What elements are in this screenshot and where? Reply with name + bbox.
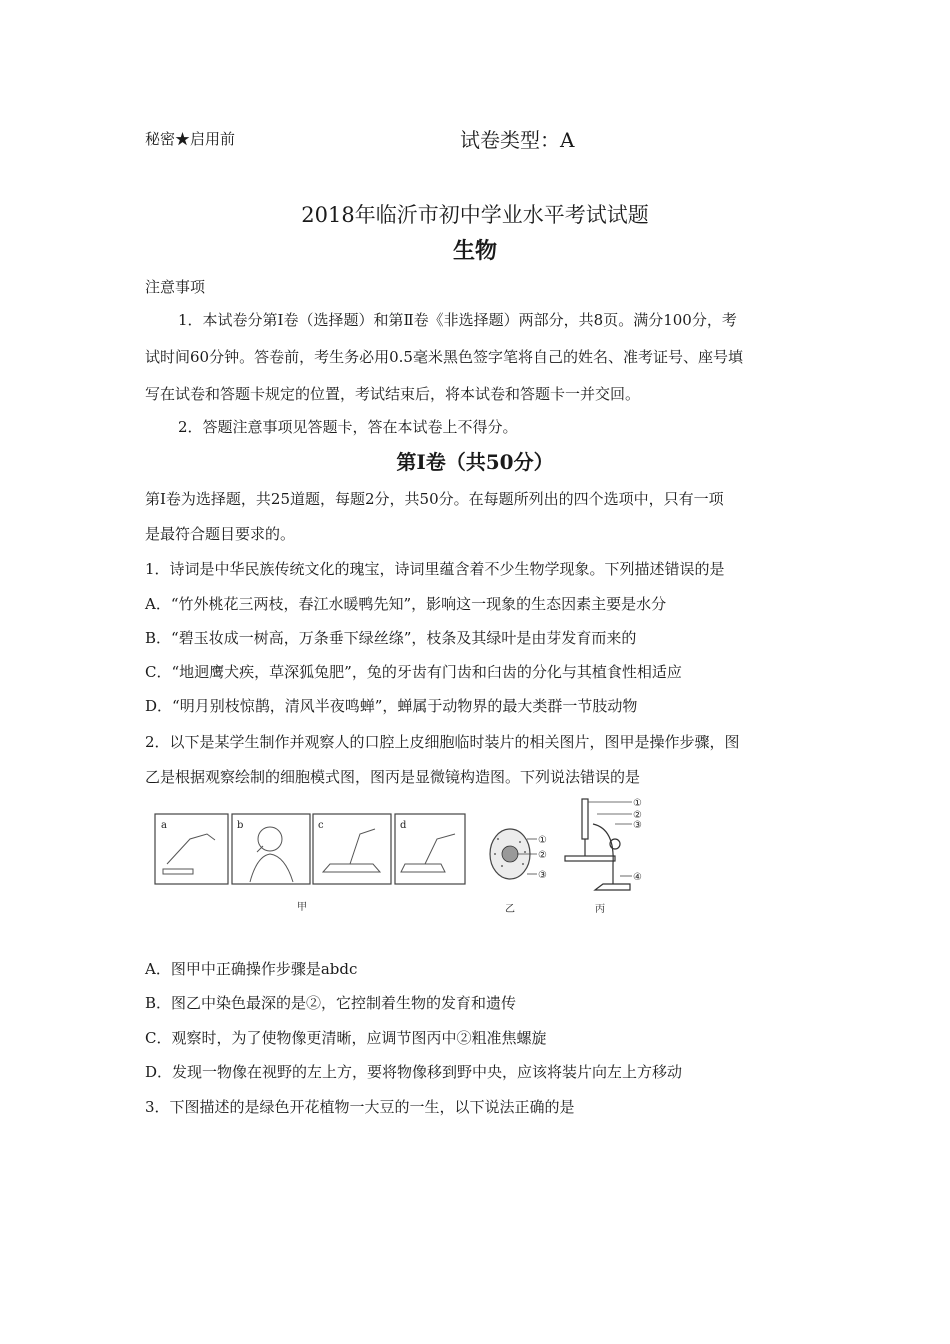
q1-option-c: C．“地迥鹰犬疾，草深狐兔肥”，兔的牙齿有门齿和臼齿的分化与其植食性相适应 (145, 663, 682, 681)
q2-option-a: A．图甲中正确操作步骤是abdc (145, 960, 358, 978)
panel-c-drawing (323, 829, 380, 872)
panel-d-drawing (401, 834, 455, 872)
scope-mark-2: ② (633, 810, 642, 821)
caption-bing: 丙 (595, 904, 605, 915)
section-intro-line2: 是最符合题目要求的。 (145, 525, 296, 543)
q1-option-a: A．“竹外桃花三两枝，春江水暖鸭先知”，影响这一现象的生态因素主要是水分 (145, 595, 667, 613)
paper-type: 试卷类型：A (460, 128, 575, 152)
panel-a-drawing (163, 834, 215, 874)
notes-item1-line3: 写在试卷和答题卡规定的位置，考试结束后，将本试卷和答题卡一并交回。 (145, 385, 641, 403)
notes-item1-line1: 1．本试卷分第Ⅰ卷（选择题）和第Ⅱ卷《非选择题）两部分，共8页。满分100分，考 (178, 311, 737, 329)
q2-option-b: B．图乙中染色最深的是②，它控制着生物的发育和遗传 (145, 994, 517, 1012)
panel-a-label: a (161, 820, 167, 831)
q2-stem-line1: 2．以下是某学生制作并观察人的口腔上皮细胞临时装片的相关图片，图甲是操作步骤，图 (145, 733, 740, 751)
notes-item2: 2．答题注意事项见答题卡，答在本试卷上不得分。 (178, 418, 518, 436)
scope-mark-3: ③ (633, 820, 642, 831)
section-title: 第Ⅰ卷（共50分） (396, 450, 554, 474)
exam-subject: 生物 (452, 238, 497, 264)
scope-mark-1: ① (633, 798, 642, 809)
panel-b-drawing (250, 827, 293, 882)
cell-diagram (490, 829, 537, 879)
q2-figure (145, 794, 665, 924)
q1-option-b: B．“碧玉妆成一树高，万条垂下绿丝绦”，枝条及其绿叶是由芽发育而来的 (145, 629, 637, 647)
cell-mark-1: ① (538, 835, 547, 846)
q2-option-c: C．观察时，为了使物像更清晰，应调节图丙中②粗准焦螺旋 (145, 1029, 547, 1047)
caption-yi: 乙 (505, 904, 515, 915)
cell-mark-3: ③ (538, 870, 547, 881)
exam-title: 2018年临沂市初中学业水平考试试题 (301, 203, 649, 227)
cell-mark-2: ② (538, 850, 547, 861)
q2-stem-line2: 乙是根据观察绘制的细胞模式图，图丙是显微镜构造图。下列说法错误的是 (145, 768, 641, 786)
q3-stem: 3．下图描述的是绿色开花植物一大豆的一生，以下说法正确的是 (145, 1098, 575, 1116)
section-intro-line1: 第Ⅰ卷为选择题，共25道题，每题2分，共50分。在每题所列出的四个选项中，只有一项 (145, 490, 724, 508)
panel-c-frame (313, 814, 391, 884)
notes-item1-line2: 试时间60分钟。答卷前，考生务必用0.5毫米黑色签字笔将自己的姓名、准考证号、座号填 (145, 348, 743, 366)
q1-stem: 1．诗词是中华民族传统文化的瑰宝，诗词里蕴含着不少生物学现象。下列描述错误的是 (145, 560, 725, 578)
scope-mark-4: ④ (633, 872, 642, 883)
panel-c-label: c (318, 820, 324, 831)
q1-option-d: D．“明月别枝惊鹊，清风半夜鸣蝉”，蝉属于动物界的最大类群一节肢动物 (145, 697, 638, 715)
caption-jia: 甲 (297, 902, 307, 913)
panel-b-frame (232, 814, 310, 884)
secret-label: 秘密★启用前 (145, 130, 236, 148)
panel-b-label: b (237, 820, 244, 831)
q2-option-d: D．发现一物像在视野的左上方，要将物像移到野中央，应该将装片向左上方移动 (145, 1063, 683, 1081)
panel-d-label: d (400, 820, 407, 831)
notes-heading: 注意事项 (145, 278, 206, 296)
